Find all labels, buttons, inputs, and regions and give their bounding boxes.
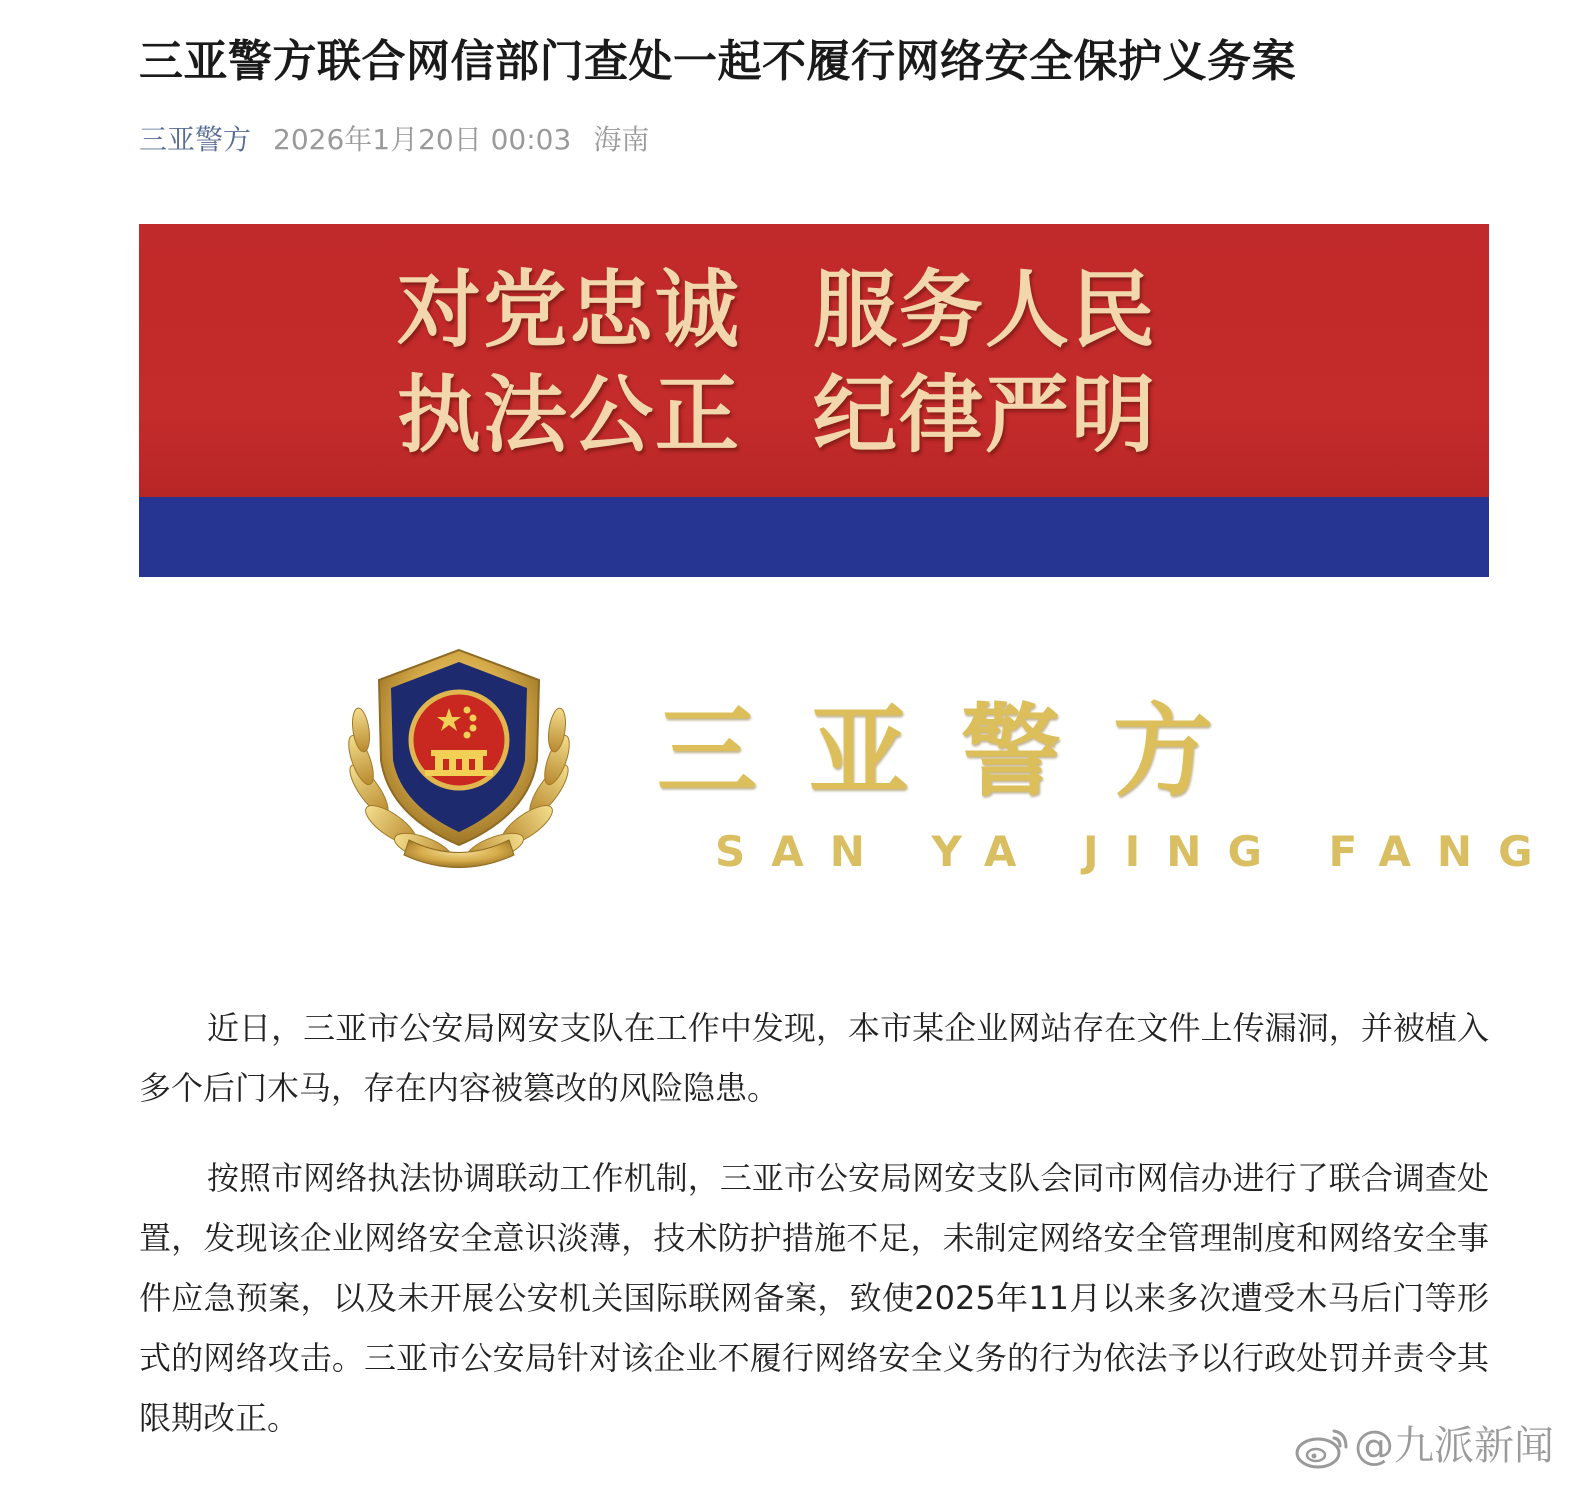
source-watermark [1294, 1418, 1554, 1474]
slogan-banner [139, 224, 1489, 577]
slogan-line-2 [397, 367, 1157, 463]
body-paragraph-2: 按照市网络执法协调联动工作机制，三亚市公安局网安支队会同市网信办进行了联合调查处置，发现该企业网络安全意识淡薄，技术防护措施不足，未制定网络安全管理制度和网络安全事件应急预案，以及未开展公安机关国际联网备案，致使2025年11月以来多次遭受木马后门等形式的网络攻击。三亚市公安局针对该企业不履行网络安全义务的行为依法予以行政处罚并责令其限期改正。 [139, 1159, 1489, 1437]
slogan-line-1 [397, 262, 1157, 358]
article-title: 三亚警方联合网信部门查处一起不履行网络安全保护义务案 [139, 36, 1296, 87]
police-badge-icon [339, 640, 579, 880]
logo-char-4: 方 [1113, 692, 1213, 810]
publish-time: 2026年1月20日 00:03 [273, 123, 572, 156]
logo-char-3: 警 [961, 692, 1061, 810]
slogan-fair-law: 执法公正 [397, 365, 742, 464]
publish-region: 海南 [593, 123, 650, 156]
author-link[interactable]: 三亚警方 [139, 123, 252, 156]
slogan-discipline: 纪律严明 [813, 365, 1158, 464]
weibo-icon [1294, 1425, 1350, 1471]
logo-chinese-name [657, 692, 1213, 810]
logo-pinyin: SAN YA JING FANG [715, 827, 1559, 876]
logo-char-1: 三 [657, 692, 757, 810]
article-meta [139, 120, 649, 160]
sanya-police-logo [339, 640, 1559, 890]
slogan-serve-people: 服务人民 [813, 260, 1158, 359]
slogan-loyalty: 对党忠诚 [397, 260, 742, 359]
banner-blue-band [139, 497, 1489, 577]
logo-char-2: 亚 [809, 692, 909, 810]
body-paragraph-1: 近日，三亚市公安局网安支队在工作中发现，本市某企业网站存在文件上传漏洞，并被植入多个后门木马，存在内容被篡改的风险隐患。 [139, 1009, 1489, 1107]
watermark-text: @九派新闻 [1354, 1423, 1554, 1469]
